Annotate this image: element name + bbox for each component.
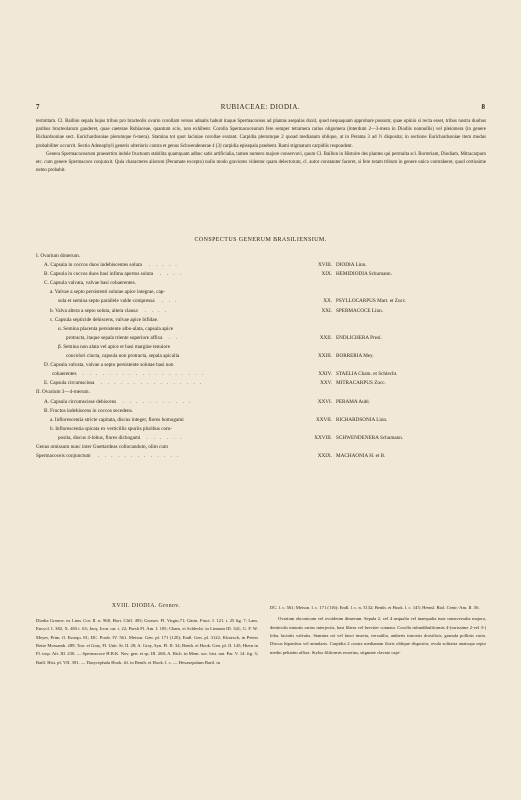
genus-heading: XVIII. DIODIA. Gronov. bbox=[111, 603, 181, 609]
key-text: c. Capsula septicide dehiscens, valvae apice bifidae. bbox=[50, 316, 159, 323]
leader-dots: . . . . . bbox=[149, 262, 179, 269]
genus-number: XXII. bbox=[319, 334, 332, 341]
key-row bbox=[36, 316, 486, 325]
leader-dots: . . . . bbox=[145, 307, 169, 314]
key-text: posita, discus 4-lobus, flores dichogami bbox=[58, 434, 141, 441]
leader-dots: . . . . . . bbox=[147, 434, 184, 441]
key-row bbox=[36, 379, 486, 388]
page-number-right: 8 bbox=[481, 103, 485, 111]
key-text: a. Inflorescentia stricte capitata, discus integer, flores homogami bbox=[50, 416, 184, 423]
genus-name: ENDLICHERA Presl. bbox=[336, 334, 382, 341]
key-row bbox=[36, 361, 486, 370]
genus-name: SCHWENDENERA Schumann. bbox=[336, 434, 404, 441]
leader-dots: . . . . . . . . . . . . . bbox=[98, 453, 181, 460]
genus-name: SPERMACOCE Linn. bbox=[336, 307, 383, 314]
key-row bbox=[36, 443, 486, 452]
genus-number: XXIV. bbox=[318, 371, 332, 378]
key-text: β. Semina non alata vel apice et basi margine tenuiore bbox=[58, 343, 171, 350]
key-text: B. Capsula in coccos duos basi infima apertos soluta bbox=[44, 271, 154, 278]
leader-dots: . . . . . . . . . . . . . . . . bbox=[101, 380, 204, 387]
genus-name: DIODIA Linn. bbox=[336, 262, 367, 269]
genus-name: RICHARDSONIA Linn. bbox=[336, 416, 388, 423]
key-text: D. Capsula valvata, valvae a septo persistente solutae basi non bbox=[44, 362, 174, 369]
key-text: protracta, itaque sepala triente superiore affixa bbox=[66, 334, 163, 341]
key-row bbox=[36, 425, 486, 434]
description-column bbox=[270, 604, 486, 657]
key-row bbox=[36, 434, 486, 443]
key-row bbox=[36, 288, 486, 297]
leader-dots: . . bbox=[169, 334, 179, 341]
key-text: b. Inflorescentia spicata ex verticillis spuriis pluribus com- bbox=[50, 425, 172, 432]
genus-name: MITRACARPUS Zucc. bbox=[336, 380, 386, 387]
genus-number: XXVIII. bbox=[314, 434, 332, 441]
key-text: E. Capsula circumscissa bbox=[44, 380, 95, 387]
key-text: concolori cincta, capsula non protracta, sepala apicalia bbox=[66, 353, 180, 360]
genus-name: STAELIA Cham. et Schlecht. bbox=[336, 371, 398, 378]
intro-text bbox=[36, 118, 486, 175]
genus-description: Ovarium obconicum vel ovoideum dimerum. Sepala 2, vel 4 aequalia vel inaequalia tunc transversalia majora, denticulis minutis rarius interjectis, basi libera vel breviter connata. Corolla infundibuliformis 4-(rarissime 2-vel 3-) loba, laciniis valvatis. Stamina ori vel fauci inserta, versatilia, antheris introrsis dorsifixis, granula pollinis varia. Discus bipartitus vel annularis. Carpidia 2 contra medianam floris oblique disposita; ovula solitaria anatropa septo medio peltatim affixa. Stylus filiformis exsertus, stigmate clavato capi- bbox=[270, 616, 486, 655]
key-text: Spermacoceis conjunctum bbox=[36, 453, 91, 460]
genus-number: XXIX. bbox=[317, 453, 332, 460]
key-text: A. Capsula circumscisse dehiscens bbox=[44, 398, 117, 405]
genus-number: XXVII. bbox=[316, 416, 332, 423]
leader-dots: . . . . bbox=[160, 271, 184, 278]
synonymy-continued: DC. l. c. 561; Meissn. l. c. 171 (116); Endl. l. c. n. 3132; Benth. et Hook. l. c. 145; Hemsl. Biol. Centr.-Am. II. 56. bbox=[270, 605, 480, 610]
genus-number: XXV. bbox=[320, 380, 332, 387]
synonymy-text: Diodia Gronov. ex Linn. Cor. II. n. 968, Hort. Cliff. 493; Gronov. Fl. Virgin.71; Gärtn. Fruct. I. 121. t. 25 fig. 7; Lam. Encycl. I. 382, X. 483 t. 63; Jacq. Icon. rar. t. 22; Pursh Fl. Am. I. 105; Cham. et Schlecht. in Linnaea III. 341; G. F. W. Meyer, Prim. fl. Essequ. 81; DC. Prodr. IV. 561. Meissn. Gen. pl. 171 (120); Endl. Gen. pl. 3122; Klotzsch, in Peters Reise Mossamb. 289; Torr. et Gray, Fl. Unit. St. II. 28; A. Gray, Syn. Fl. II. 34; Benth. et Hook. Gen. pl. II. 145; Hiern in Fl. trop. Afr. III. 230. — Spermacoce H.B.K. Nov. gen. et sp. III. 268; A. Rich. in Mem. soc. hist. nat. Par. V. 14. fig. 3; Baill. Hist. pl. VII. 391. — Dasycephala Hook. fil. in Benth. et Hook. l. c. — Hexasepalum Bartl. in bbox=[36, 618, 258, 665]
key-row bbox=[36, 416, 486, 425]
key-text: Genus omissum nunc inter Guettardeas collocandum, olim cum bbox=[36, 443, 168, 450]
genus-name: PERAMA Aubl. bbox=[336, 398, 371, 405]
key-text: a. Valvae a septo persistenti solutae apice integrae, cap- bbox=[50, 289, 166, 296]
key-text: α. Semina placenta persistente albo-alata, capsula apice bbox=[58, 325, 174, 332]
genus-number: XX. bbox=[323, 298, 332, 305]
genus-name: HEMIDIODIA Schumann. bbox=[336, 271, 392, 278]
key-text: B. Fructus indehiscens in coccos secedens. bbox=[44, 407, 133, 414]
key-text: sula et semina septo parallele valde compressa bbox=[58, 298, 155, 305]
key-row bbox=[36, 452, 486, 461]
conspectus-title: CONSPECTUS GENERUM BRASILIENSIUM. bbox=[194, 237, 327, 243]
leader-dots: . . . . . . . . . . . . . . . . . . . bbox=[83, 371, 205, 378]
key-text: II. Ovarium 3—4-merum. bbox=[36, 389, 90, 396]
key-row bbox=[36, 370, 486, 379]
page-number-left: 7 bbox=[36, 103, 40, 111]
key-row bbox=[36, 352, 486, 361]
genus-number: XXVI. bbox=[317, 398, 332, 405]
key-text: I. Ovarium dimerum. bbox=[36, 253, 81, 259]
key-row bbox=[36, 261, 486, 270]
synonymy-column bbox=[36, 617, 258, 667]
key-row bbox=[36, 407, 486, 416]
key-row bbox=[36, 279, 486, 288]
key-row bbox=[36, 343, 486, 352]
key-row bbox=[36, 252, 486, 261]
genus-name: BORRERIA Mey. bbox=[336, 353, 374, 360]
key-text: b. Valva altera a septo soluta, altera clausa bbox=[50, 307, 138, 314]
leader-dots: . . . . . . . . . . . bbox=[123, 398, 193, 405]
key-row bbox=[36, 270, 486, 279]
key-text: C. Capsula valvata, valvae basi cohaerentes. bbox=[44, 280, 136, 287]
genus-number: XXIII. bbox=[318, 353, 332, 360]
key-row bbox=[36, 297, 486, 306]
genus-number: XIX. bbox=[321, 271, 332, 278]
identification-key bbox=[36, 252, 486, 461]
genus-number: XVIII. bbox=[318, 262, 332, 269]
key-row bbox=[36, 398, 486, 407]
page-header bbox=[36, 103, 485, 115]
key-text: cohaerentes bbox=[52, 371, 77, 378]
genus-name: PSYLLOCARPUS Mart. et Zucc. bbox=[336, 298, 407, 305]
genus-number: XXI. bbox=[321, 307, 332, 314]
running-title: RUBIACEAE: DIODIA. bbox=[220, 103, 301, 111]
key-row bbox=[36, 325, 486, 334]
key-row bbox=[36, 334, 486, 343]
intro-paragraph: termittam. Cl. Baillon sepala hujus tribus pro bracteolis ovario corollam versus adnatis habuit itaque Spermacoceas ad plantas asepalas duxit, quod nequaquam approbare possum; quae opinio si recta esset, tribus nostra duobus paribus bracteolarum gauderet, quae caeterae Rubiaceae, quantum scio, non exhibent. Corolla Spermacocearum fere semper tetramera rarius oligomera (interdum 2—3-mera in Diodiis nonnullis) vel pleiomera (in genere Richardsoniae sect. Eurichardsoniae plerumque 6-mera). Stamina tot quot laciniae corollae exstant. Carpidia plerumque 2 quoad medianam oblique, at in Perama 3 ad ½ disposita; in sectione Eurichardsoniae item modus probabiliter occurrit. Sectio Adenophyli generis ulterioris contra et genus Schwendenerae 4 (3) carpidia episepala praebent. Rami stigmatum carpidiis respondent. bbox=[36, 119, 486, 149]
key-text: A. Capsula in coccos duos indehiscentes soluta bbox=[44, 262, 142, 269]
key-row bbox=[36, 307, 486, 316]
key-row bbox=[36, 388, 486, 397]
intro-paragraph: Genera Spermacocearum praesertim indole fructuum stabilita quamquam adhuc satis artificialia, tamen numero majore conservavi, quum Cl. Baillon in Histoire des plantes qui permulta scl. Borreriam, Diodiam, Mitracarpum etc. cum genere Spermacoce conjunxit. Quia characteres aliorum (Peramate excepto) nullo modo graviores videntur quam delectorum, cl. autor constanter faceret, si fere totam tribum in genere unico contraheret, quod certissime nemo probabit. bbox=[36, 151, 486, 174]
genus-name: MACHAONIA H. et B. bbox=[336, 453, 386, 460]
leader-dots: . . . bbox=[162, 298, 179, 305]
